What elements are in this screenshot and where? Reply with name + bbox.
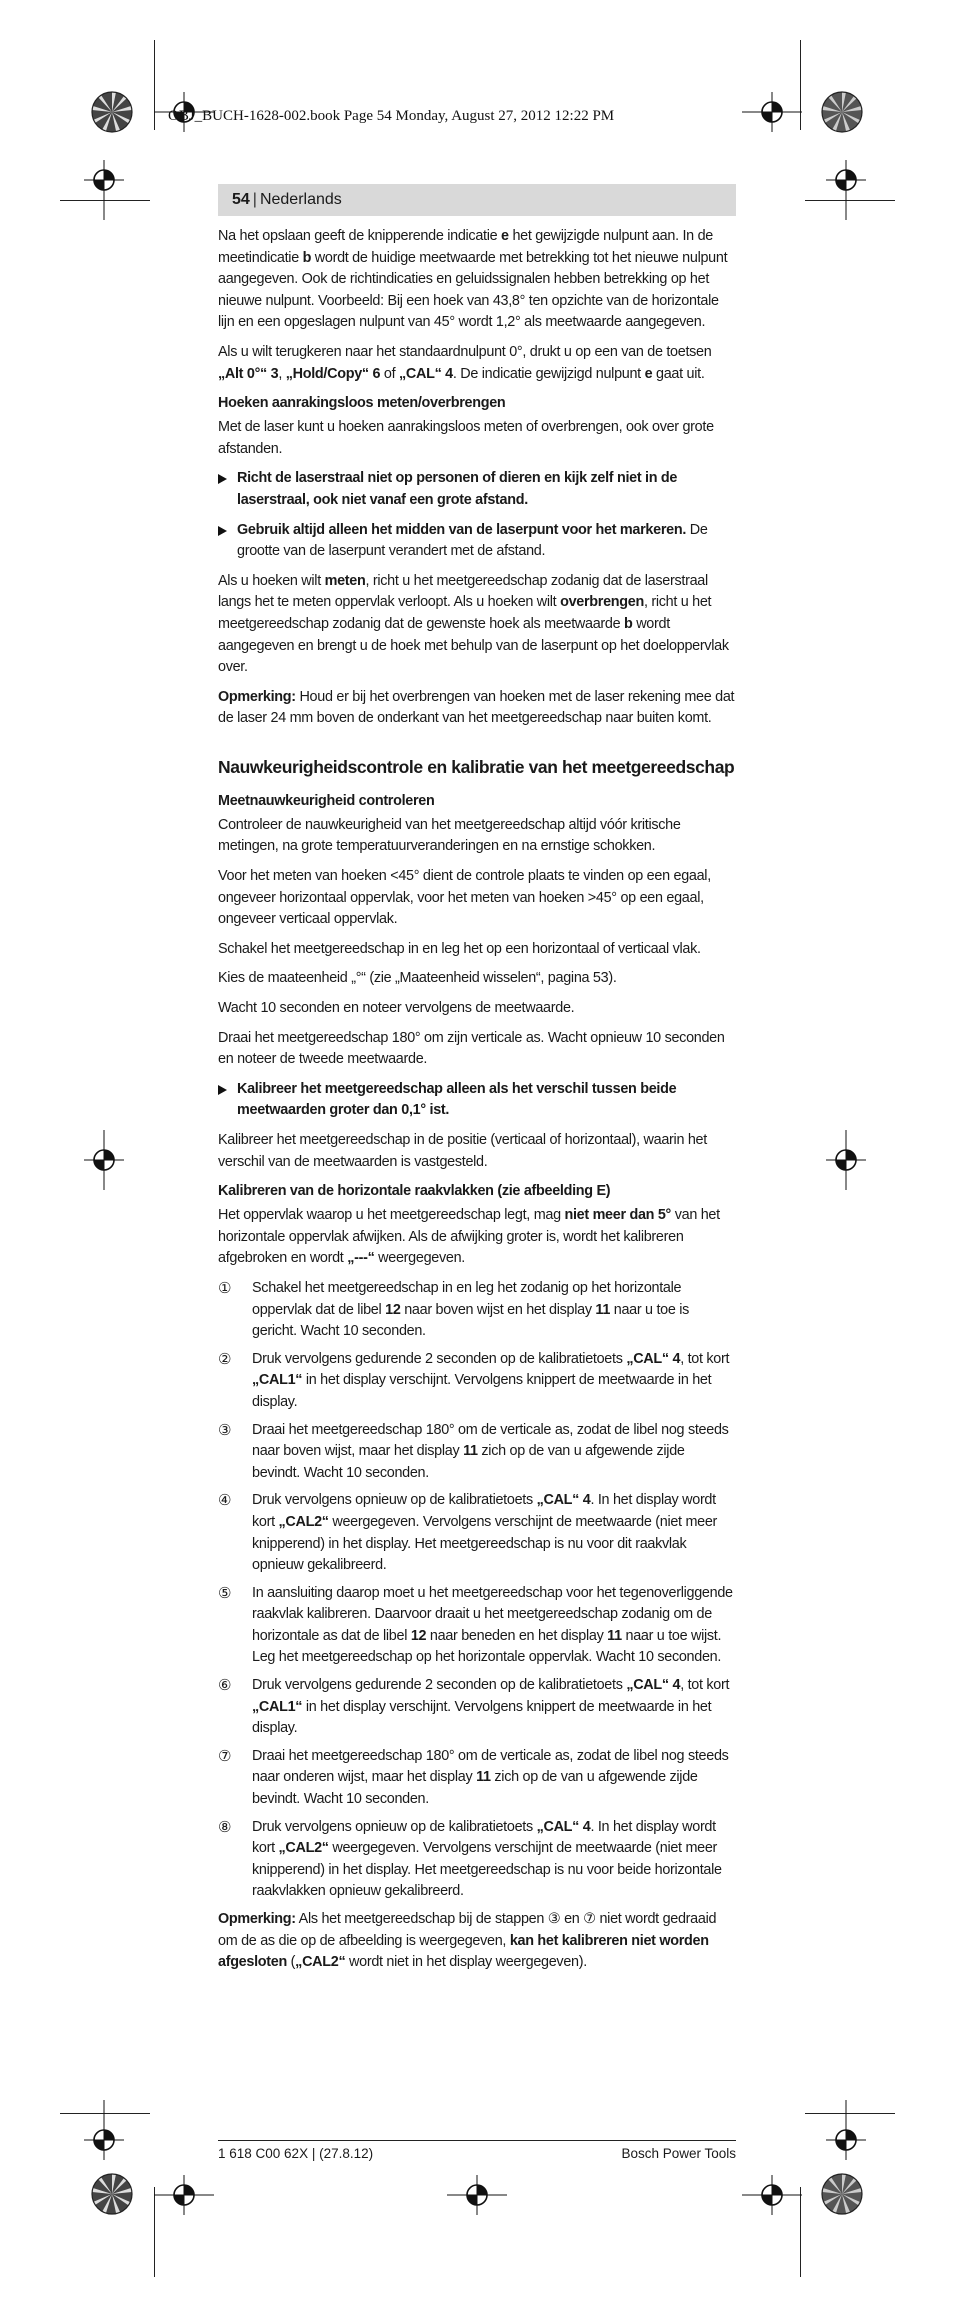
calibration-step: ④ Druk vervolgens opnieuw op de kalibratietoets „CAL“ 4. In het display wordt kort „CAL2“ weergegeven. Vervolgens verschijnt de meetwaarde (niet meer knipperend) in het display. Het meetgereedschap is nu voor dit raakvlak opnieuw gekalibreerd. (218, 1492, 718, 1574)
footer-brand: Bosch Power Tools (621, 2146, 736, 2161)
registration-mark-icon (84, 1130, 124, 1190)
header-language: Nederlands (259, 191, 342, 208)
paragraph-check-intro: Controleer de nauwkeurigheid van het meetgereedschap altijd vóór kritische metingen, na grote temperatuurveranderingen en na ernstige schokken. (218, 816, 681, 855)
safety-warning: Richt de laserstraal niet op personen of dieren en kijk zelf niet in de laserstraal, ook niet vanaf een grote afstand. (218, 468, 736, 511)
section-heading: Nauwkeurigheidscontrole en kalibratie van het meetgereedschap (218, 756, 735, 777)
paragraph-calibrate-position: Kalibreer het meetgereedschap in de positie (verticaal of horizontaal), waarin het verschil van de meetwaarden is vastgesteld. (218, 1132, 707, 1170)
calibration-step: ② Druk vervolgens gedurende 2 seconden op de kalibratietoets „CAL“ 4, tot kort „CAL1“ in het display verschijnt. Vervolgens knippert de meetwaarde in het display. (218, 1350, 730, 1410)
registration-mark-icon (84, 2100, 124, 2160)
registration-mark-icon (154, 2175, 214, 2215)
book-file-info: OBJ_BUCH-1628-002.book Page 54 Monday, August 27, 2012 12:22 PM (168, 108, 615, 124)
paragraph-wait: Wacht 10 seconden en noteer vervolgens de meetwaarde. (218, 1000, 575, 1017)
registration-mark-icon (826, 2100, 866, 2160)
warning-arrow-icon (218, 526, 227, 536)
calibration-step: ③ Draai het meetgereedschap 180° om de verticale as, zodat de libel nog steeds naar boven wijst, maar het display 11 zich op de van u afgewende zijde bevindt. Wacht 10 seconden. (218, 1421, 729, 1481)
calibration-steps (218, 1278, 736, 1903)
registration-mark-icon (742, 2175, 802, 2215)
page-body (218, 226, 736, 1982)
registration-mark-icon (84, 160, 124, 220)
paragraph-surface-limit: Het oppervlak waarop u het meetgereedschap legt, mag niet meer dan 5° van het horizontale oppervlak afwijken. Als de afwijking groter is, wordt het kalibreren afgebroken en wordt „---“ weergegeven. (218, 1207, 720, 1267)
color-target-icon (90, 90, 134, 134)
note-calibration-axis: Opmerking: Als het meetgereedschap bij de stappen ③ en ⑦ niet wordt gedraaid om de as die op de afbeelding is weergegeven, kan het kalibreren niet worden afgesloten („CAL2“ wordt niet in het display weergegeven). (218, 1911, 717, 1971)
paragraph-new-zero-point: Na het opslaan geeft de knipperende indicatie e het gewijzigde nulpunt aan. In de meetindicatie b wordt de huidige meetwaarde met betrekking tot het nieuwe nulpunt aangegeven. Ook de richtindicaties en geluidssignalen hebben betrekking op het nieuwe nulpunt. Voorbeeld: Bij een hoek van 43,8° ten opzichte van de horizontale lijn en een opgeslagen nulpunt van 45° wordt 1,2° als meetwaarde aangegeven. (218, 228, 728, 331)
calibration-step: ⑤ In aansluiting daarop moet u het meetgereedschap voor het tegenoverliggende raakvlak kalibreren. Daarvoor draait u het meetgereedschap zodanig om de horizontale as dat de libel 12 naar beneden en het display 11 naar u toe wijst. Leg het meetgereedschap op het horizontale oppervlak. Wacht 10 seconden. (218, 1584, 733, 1666)
color-target-icon (820, 2172, 864, 2216)
paragraph-switch-on: Schakel het meetgereedschap in en leg het op een horizontaal of verticaal vlak. (218, 940, 701, 957)
paragraph-check-surface: Voor het meten van hoeken <45° dient de controle plaats te vinden op een egaal, ongeveer horizontaal oppervlak, voor het meten van hoeken >45° op een egaal, ongeveer verticaal oppervlak. (218, 868, 711, 928)
paragraph-unit: Kies de maateenheid „°“ (zie „Maateenheid wisselen“, pagina 53). (218, 970, 617, 987)
calibration-step: ① Schakel het meetgereedschap in en leg het zodanig op het horizontale oppervlak dat de libel 12 naar boven wijst en het display 11 naar u toe is gericht. Wacht 10 seconden. (218, 1279, 690, 1340)
warning-arrow-icon (218, 474, 227, 484)
paragraph-reset-zero-point: Als u wilt terugkeren naar het standaardnulpunt 0°, drukt u op een van de toetsen „Alt 0°“ 3, „Hold/Copy“ 6 of „CAL“ 4. De indicatie gewijzigd nulpunt e gaat uit. (218, 343, 712, 382)
color-target-icon (90, 2172, 134, 2216)
warning-arrow-icon (218, 1085, 227, 1095)
safety-warning: Gebruik altijd alleen het midden van de laserpunt voor het markeren. De grootte van de laserpunt verandert met de afstand. (218, 520, 736, 563)
footer-doc-number: 1 618 C00 62X | (27.8.12) (218, 2146, 374, 2161)
running-header (218, 184, 736, 216)
registration-mark-icon (826, 1130, 866, 1190)
heading-accuracy-check: Meetnauwkeurigheid controleren (218, 792, 435, 809)
heading-calibration: Kalibreren van de horizontale raakvlakken (zie afbeelding E) (218, 1183, 611, 1200)
calibration-step: ⑥ Druk vervolgens gedurende 2 seconden op de kalibratietoets „CAL“ 4, tot kort „CAL1“ in het display verschijnt. Vervolgens knippert de meetwaarde in het display. (218, 1677, 730, 1737)
color-target-icon (820, 90, 864, 134)
footer-rule (218, 2140, 736, 2141)
safety-warning: Kalibreer het meetgereedschap alleen als het verschil tussen beide meetwaarden groter dan 0,1° ist. (218, 1079, 736, 1122)
note-laser-height: Opmerking: Houd er bij het overbrengen van hoeken met de laser rekening mee dat de laser 24 mm boven de onderkant van het meetgereedschap naar buiten komt. (218, 688, 735, 727)
paragraph-rotate: Draai het meetgereedschap 180° om zijn verticale as. Wacht opnieuw 10 seconden en noteer de tweede meetwaarde. (218, 1029, 725, 1068)
calibration-step: ⑦ Draai het meetgereedschap 180° om de verticale as, zodat de libel nog steeds naar onderen wijst, maar het display 11 zich op de van u afgewende zijde bevindt. Wacht 10 seconden. (218, 1747, 729, 1808)
page-number: 54 (232, 191, 250, 208)
registration-mark-icon (826, 160, 866, 220)
registration-mark-icon (742, 92, 802, 132)
paragraph-laser-intro: Met de laser kunt u hoeken aanrakingsloos meten of overbrengen, ook over grote afstanden. (218, 419, 714, 457)
header-separator: | (252, 191, 257, 208)
calibration-step: ⑧ Druk vervolgens opnieuw op de kalibratietoets „CAL“ 4. In het display wordt kort „CAL2“ weergegeven. Vervolgens verschijnt de meetwaarde (niet meer knipperend) in het display. Het meetgereedschap is nu voor beide horizontale raakvlakken opnieuw gekalibreerd. (218, 1818, 722, 1900)
registration-mark-icon (447, 2175, 507, 2215)
heading-contactless-angles: Hoeken aanrakingsloos meten/overbrengen (218, 395, 506, 412)
paragraph-measure-transfer: Als u hoeken wilt meten, richt u het meetgereedschap zodanig dat de laserstraal langs het te meten oppervlak verloopt. Als u hoeken wilt overbrengen, richt u het meetgereedschap zodanig dat de gewenste hoek als meetwaarde b wordt aangegeven en brengt u de hoek met behulp van de laserpunt op het doeloppervlak over. (218, 572, 729, 676)
